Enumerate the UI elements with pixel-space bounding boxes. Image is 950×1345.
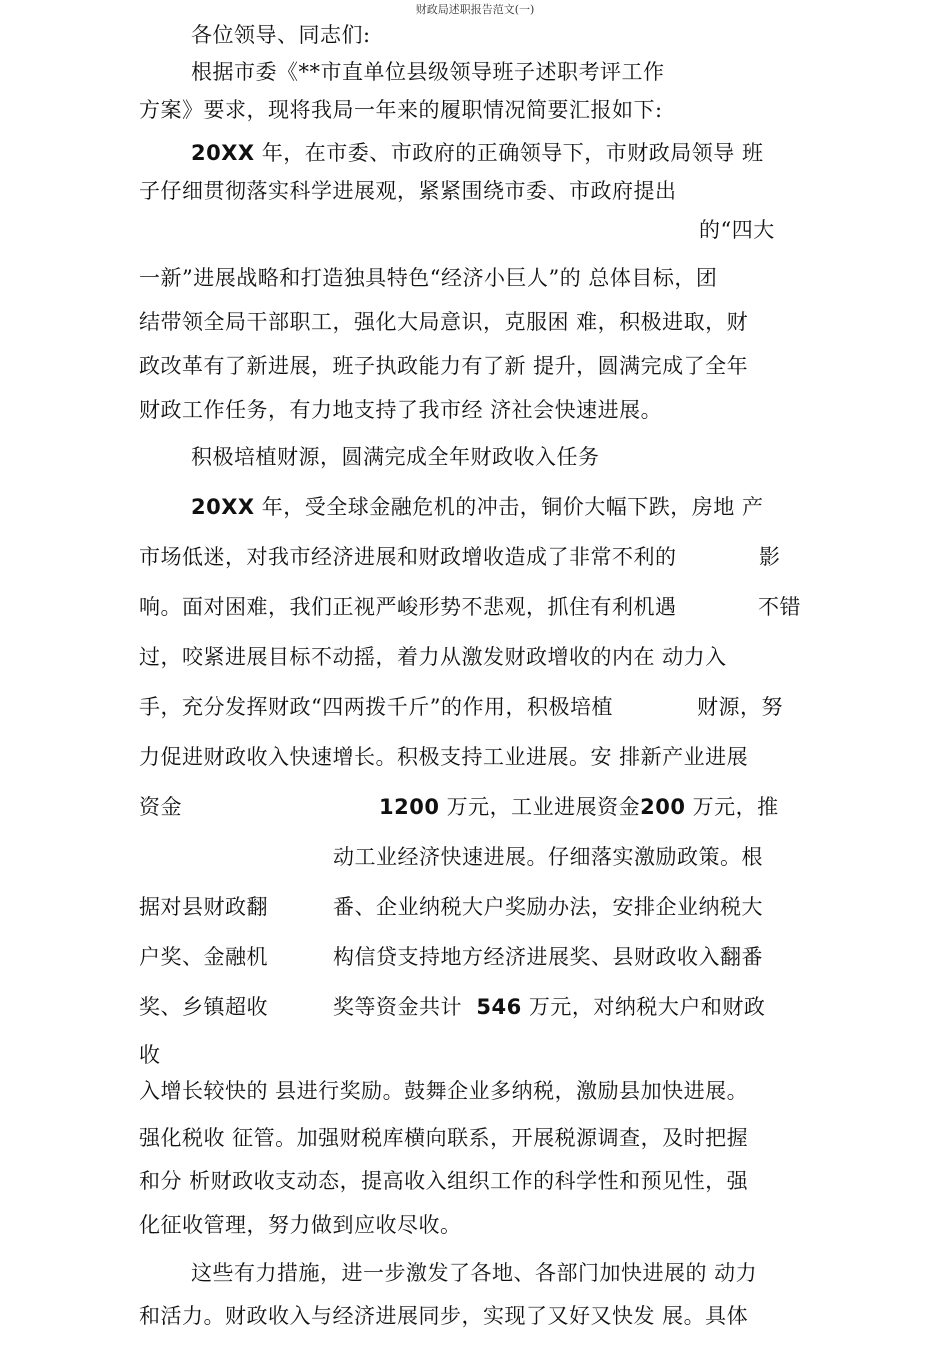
text-line <box>191 139 763 167</box>
salutation: 各位领导、同志们: <box>191 23 371 47</box>
text-line: 力促进财政收入快速增长。积极支持工业进展。安 排新产业进展 <box>139 745 749 769</box>
text-line: 市场低迷，对我市经济进展和财政增收造成了非常不利的 <box>139 545 677 569</box>
text-line: 根据市委《**市直单位县级领导班子述职考评工作 <box>191 60 665 84</box>
text-segment: 万元，工业进展资金 <box>446 795 641 819</box>
amount-number: 546 <box>476 995 522 1019</box>
text-line <box>333 993 765 1021</box>
text-line <box>191 493 763 521</box>
text-line: 强化税收 征管。加强财税库横向联系，开展税源调查，及时把握 <box>139 1126 749 1150</box>
section-heading: 积极培植财源，圆满完成全年财政收入任务 <box>191 445 600 469</box>
year-number: 20XX <box>191 495 255 519</box>
text-segment: 年，在市委、市政府的正确领导下，市财政局领导 班 <box>261 141 764 165</box>
text-line: 财政工作任务，有力地支持了我市经 济社会快速进展。 <box>139 398 663 422</box>
text-line <box>379 793 779 821</box>
text-line: 和活力。财政收入与经济进展同步，实现了又好又快发 展。具体 <box>139 1304 749 1328</box>
text-line: 过，咬紧进展目标不动摇，着力从激发财政增收的内在 动力入 <box>139 645 727 669</box>
text-segment: 财源，努 <box>697 695 783 719</box>
text-line: 结带领全局干部职工，强化大局意识，克服困 难，积极进取，财 <box>139 310 749 334</box>
text-line: 化征收管理，努力做到应收尽收。 <box>139 1213 462 1237</box>
text-line: 政改革有了新进展，班子执政能力有了新 提升，圆满完成了全年 <box>139 354 749 378</box>
text-line: 子仔细贯彻落实科学进展观，紧紧围绕市委、市政府提出 <box>139 179 677 203</box>
year-number: 20XX <box>191 141 255 165</box>
text-line: 番、企业纳税大户奖励办法，安排企业纳税大 <box>333 895 763 919</box>
text-segment: 奖、乡镇超收 <box>139 995 268 1019</box>
text-segment: 万元，对纳税大户和财政 <box>528 995 766 1019</box>
text-line: 这些有力措施，进一步激发了各地、各部门加快进展的 动力 <box>191 1261 758 1285</box>
text-line: 构信贷支持地方经济进展奖、县财政收入翻番 <box>333 945 763 969</box>
amount-number: 200 <box>640 795 686 819</box>
text-segment: 收 <box>139 1043 161 1067</box>
running-header: 财政局述职报告范文(一) <box>415 3 535 16</box>
text-segment: 万元，推 <box>692 795 779 819</box>
text-line: 的“四大 <box>699 218 775 242</box>
amount-number: 1200 <box>379 795 440 819</box>
text-segment: 不错 <box>758 595 801 619</box>
text-line: 动工业经济快速进展。仔细落实激励政策。根 <box>333 845 763 869</box>
text-line: 和分 析财政收支动态，提高收入组织工作的科学性和预见性，强 <box>139 1169 749 1193</box>
text-segment: 影 <box>759 545 781 569</box>
text-segment: 据对县财政翻 <box>139 895 268 919</box>
text-segment: 年，受全球金融危机的冲击，铜价大幅下跌，房地 产 <box>261 495 764 519</box>
text-segment: 资金 <box>139 795 182 819</box>
text-line: 手，充分发挥财政“四两拨千斤”的作用，积极培植 <box>139 695 613 719</box>
text-line: 一新”进展战略和打造独具特色“经济小巨人”的 总体目标，团 <box>139 266 718 290</box>
text-line: 响。面对困难，我们正视严峻形势不悲观，抓住有利机遇 <box>139 595 677 619</box>
text-line: 入增长较快的 县进行奖励。鼓舞企业多纳税，激励县加快进展。 <box>139 1079 749 1103</box>
text-line: 方案》要求，现将我局一年来的履职情况简要汇报如下: <box>139 98 663 122</box>
text-segment: 户奖、金融机 <box>139 945 268 969</box>
text-segment: 奖等资金共计 <box>333 995 462 1019</box>
